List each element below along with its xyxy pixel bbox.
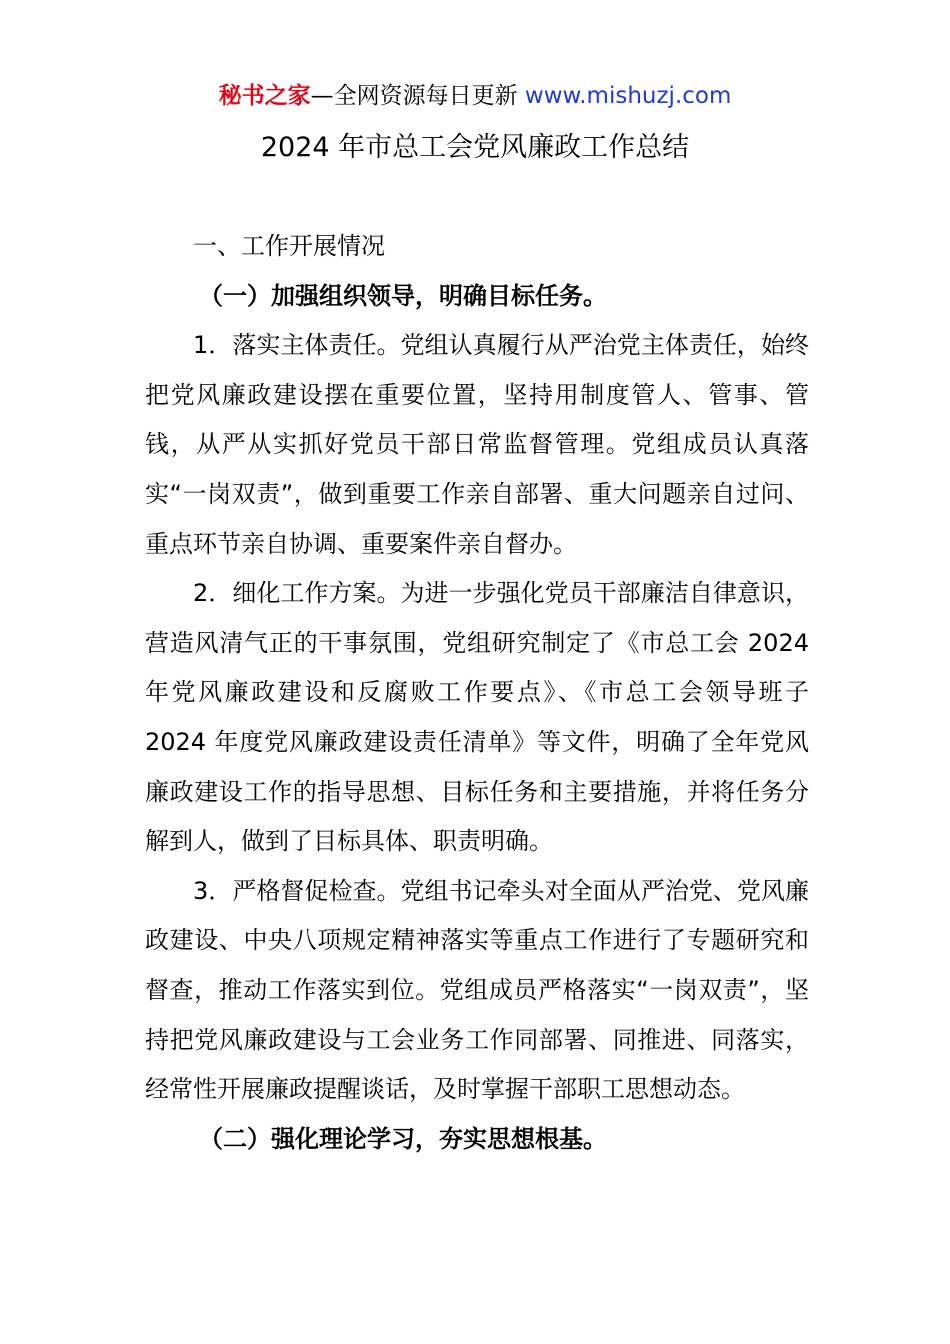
- document-title: 2024 年市总工会党风廉政工作总结: [260, 132, 690, 163]
- subsection-heading-2: （二）强化理论学习，夯实思想根基。: [199, 1124, 607, 1153]
- header-slogan: —全网资源每日更新: [310, 83, 518, 109]
- paragraph-1: 1．落实主体责任。党组认真履行从严治党主体责任，始终把党风廉政建设摆在重要位置，坚持用制度管人、管事、管钱，从严从实抓好党员干部日常监督管理。党组成员认真落实“一岗双责”，做到重要工作亲自部署、重大问题亲自过问、重点环节亲自协调、重要案件亲自督办。: [145, 331, 809, 558]
- section-heading-1: 一、工作开展情况: [193, 232, 385, 260]
- subsection-heading-1: （一）加强组织领导，明确目标任务。: [199, 281, 607, 310]
- paragraph-2: 2．细化工作方案。为进一步强化党员干部廉洁自律意识，营造风清气正的干事氛围，党组研究制定了《市总工会 2024 年党风廉政建设和反腐败工作要点》、《市总工会领导班子 2024 年度党风廉政建设责任清单》等文件，明确了全年党风廉政建设工作的指导思想、目标任务和主要措施，并将任务分解到人，做到了目标具体、职责明确。: [145, 579, 809, 856]
- paragraph-3: 3．严格督促检查。党组书记牵头对全面从严治党、党风廉政建设、中央八项规定精神落实等重点工作进行了专题研究和督查，推动工作落实到位。党组成员严格落实“一岗双责”，坚持把党风廉政建设与工会业务工作同部署、同推进、同落实，经常性开展廉政提醒谈话，及时掌握干部职工思想动态。: [145, 876, 809, 1104]
- brand-name: 秘书之家: [218, 83, 311, 109]
- site-header: [0, 80, 950, 112]
- document-body: [145, 222, 809, 1164]
- site-url-link[interactable]: www.mishuzj.com: [524, 83, 732, 109]
